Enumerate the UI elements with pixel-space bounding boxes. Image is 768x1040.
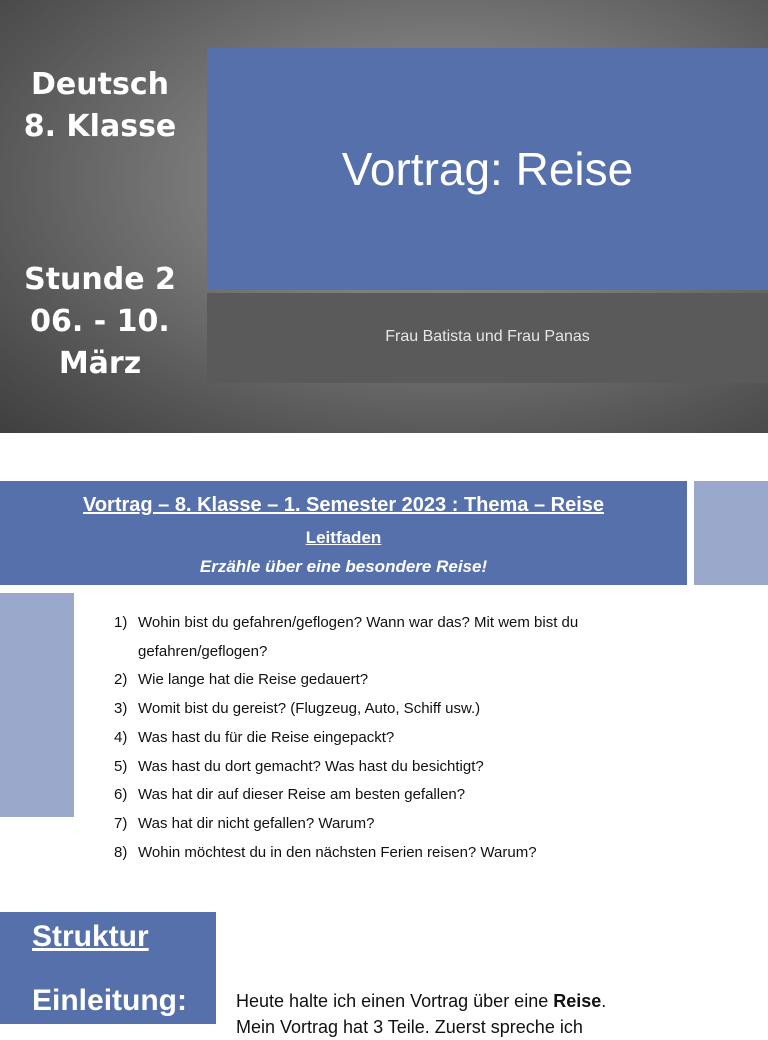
guide-banner <box>0 481 687 585</box>
title-box <box>207 48 768 290</box>
list-item <box>114 753 674 782</box>
item-number: 5) <box>114 757 128 775</box>
subject-label <box>0 64 200 148</box>
list-item <box>114 609 674 666</box>
session-line-2: 06. - 10. <box>30 304 170 339</box>
banner-title: Vortrag – 8. Klasse – 1. Semester 2023 : Thema – Reise <box>82 494 605 516</box>
list-item <box>114 839 674 868</box>
banner-subtitle: Leitfaden <box>305 528 382 547</box>
item-number: 6) <box>114 786 128 804</box>
subtitle-box <box>207 293 768 383</box>
session-line-3: März <box>58 346 142 381</box>
item-text: Wohin bist du gefahren/geflogen? Wann war das? Mit wem bist du gefahren/geflogen? <box>138 614 579 660</box>
slide-subtitle: Frau Batista und Frau Panas <box>385 328 590 345</box>
subject-line-2: 8. Klasse <box>23 109 177 144</box>
item-number: 8) <box>114 843 128 861</box>
subject-line-1: Deutsch <box>31 67 169 102</box>
list-item <box>114 781 674 810</box>
list-item <box>114 724 674 753</box>
decorative-bar <box>0 593 74 817</box>
item-number: 1) <box>114 614 128 631</box>
item-number: 2) <box>114 671 128 689</box>
item-text: Was hast du dort gemacht? Was hast du besichtigt? <box>138 757 484 775</box>
decorative-square <box>694 481 768 585</box>
item-text: Wie lange hat die Reise gedauert? <box>138 671 369 689</box>
session-line-1: Stunde 2 <box>24 262 176 297</box>
item-number: 4) <box>114 728 128 746</box>
session-label <box>0 259 200 385</box>
list-item <box>114 695 674 724</box>
item-text: Womit bist du gereist? (Flugzeug, Auto, Schiff usw.) <box>138 700 481 718</box>
intro-text-start: Heute halte ich einen Vortrag über eine <box>236 991 554 1011</box>
list-item <box>114 810 674 839</box>
item-text: Was hast du für die Reise eingepackt? <box>138 728 395 746</box>
intro-text <box>236 988 756 1014</box>
title-slide <box>0 0 768 433</box>
item-number: 7) <box>114 814 128 832</box>
intro-text-end: . <box>601 991 607 1011</box>
structure-heading: Struktur <box>32 920 149 953</box>
list-item <box>114 666 674 695</box>
slide-title: Vortrag: Reise <box>341 143 634 195</box>
intro-text-bold: Reise <box>553 991 602 1011</box>
item-number: 3) <box>114 700 128 718</box>
banner-motto: Erzähle über eine besondere Reise! <box>199 557 488 576</box>
item-text: Was hat dir auf dieser Reise am besten gefallen? <box>138 786 466 804</box>
section-label: Einleitung: <box>32 984 187 1017</box>
item-text: Was hat dir nicht gefallen? Warum? <box>138 814 375 832</box>
intro-text-continued: Mein Vortrag hat 3 Teile. Zuerst spreche ich <box>236 1017 583 1037</box>
item-text: Wohin möchtest du in den nächsten Ferien reisen? Warum? <box>138 843 537 861</box>
question-list <box>114 609 674 867</box>
